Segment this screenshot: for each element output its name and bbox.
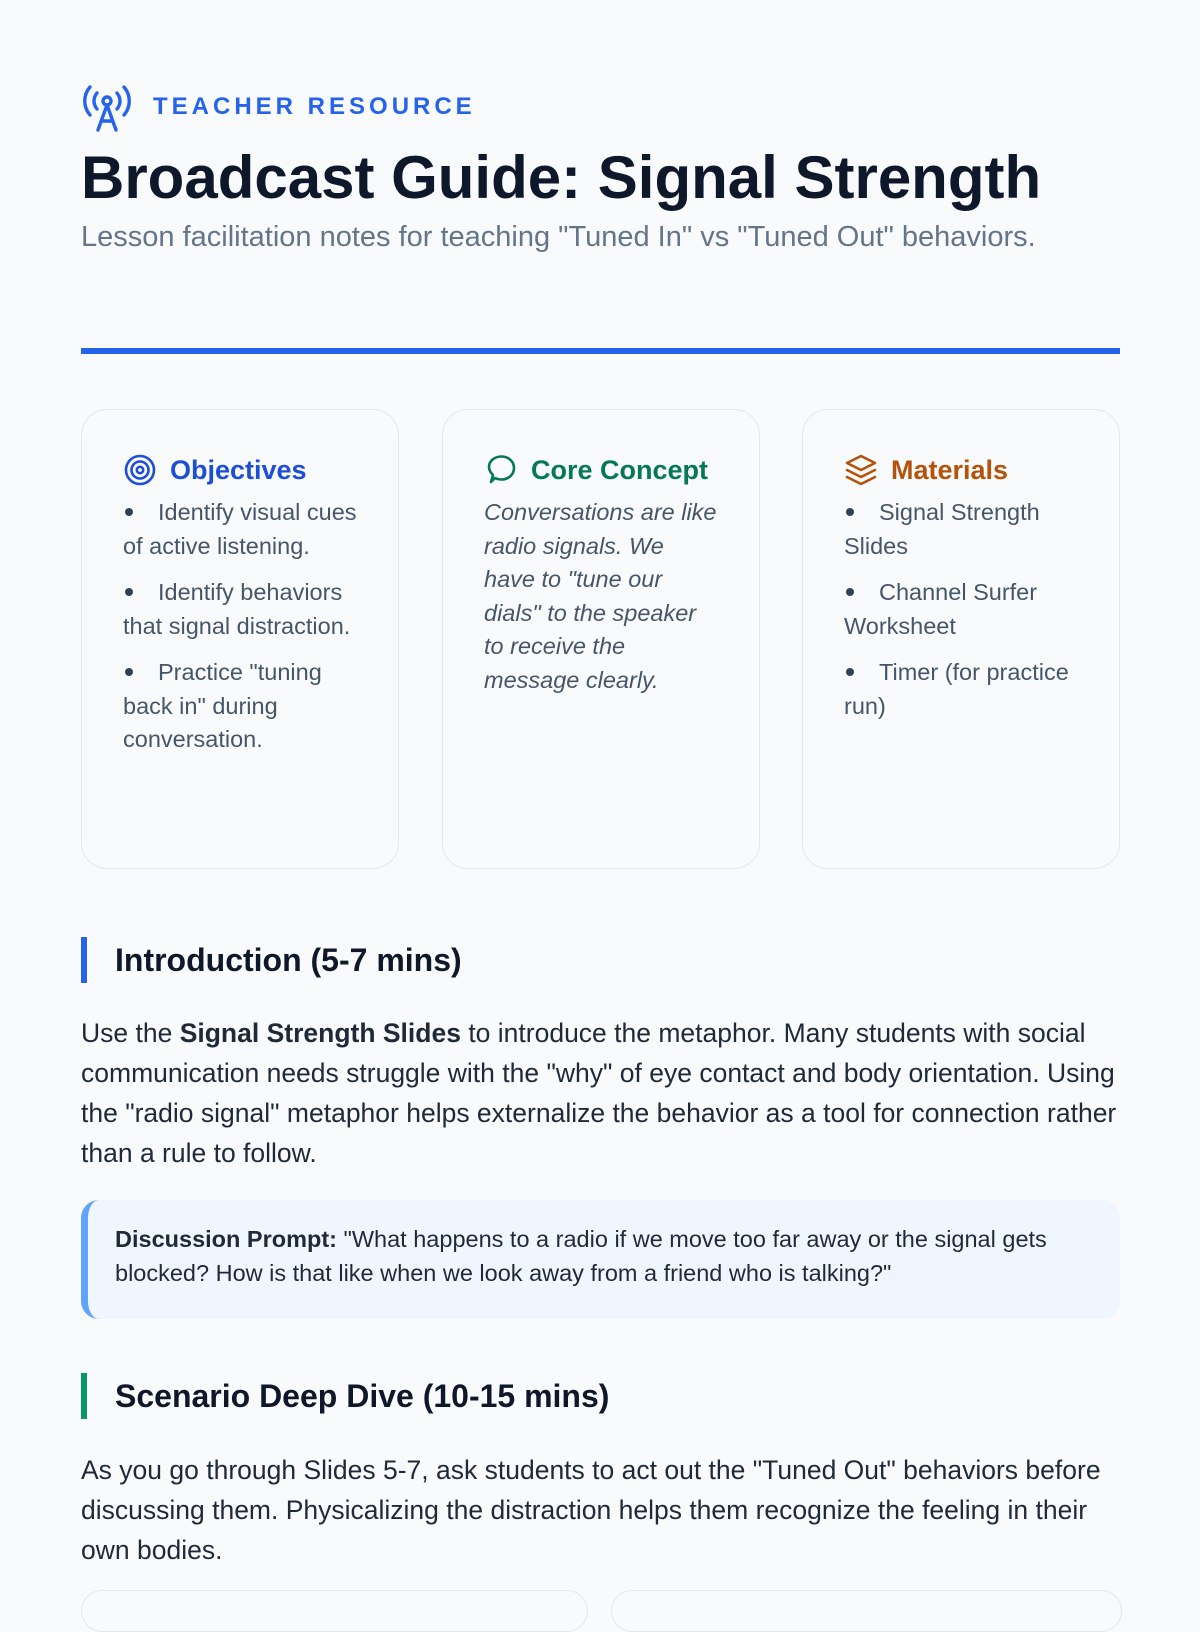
discussion-prompt-callout xyxy=(81,1200,1120,1319)
list-item: Identify visual cues of active listening. xyxy=(123,499,357,559)
list-item: Timer (for practice run) xyxy=(844,659,1069,719)
objectives-card xyxy=(81,409,399,869)
following-cards-peek xyxy=(81,1590,1120,1610)
discussion-prompt-text: "What happens to a radio if we move too far away or the signal gets blocked? How is that like when we look away from a friend who is talking?" xyxy=(115,1226,1047,1286)
speech-bubble-icon xyxy=(484,453,518,487)
introduction-paragraph: Use the Signal Strength Slides to introduce the metaphor. Many students with social communication needs struggle with the "why" of eye contact and body orientation. Using the "radio signal" metaphor helps externalize the behavior as a tool for connection rather than a rule to follow. xyxy=(81,1018,1117,1168)
antenna-icon xyxy=(81,81,133,133)
scenario-paragraph: As you go through Slides 5-7, ask students to act out the "Tuned Out" behaviors before discussing them. Physicalizing the distraction helps them recognize the feeling in their own bodies. xyxy=(81,1455,1101,1565)
eyebrow xyxy=(81,82,476,132)
list-item: Channel Surfer Worksheet xyxy=(844,579,1038,639)
materials-list xyxy=(844,496,1079,723)
layers-icon xyxy=(844,453,878,487)
section-accent-bar xyxy=(81,937,87,983)
page-title: Broadcast Guide: Signal Strength xyxy=(81,144,1042,211)
section-accent-bar xyxy=(81,1373,87,1419)
materials-header xyxy=(844,450,1079,490)
materials-title: Materials xyxy=(891,454,1009,485)
slides-reference: Signal Strength Slides xyxy=(179,1018,461,1048)
introduction-heading-block xyxy=(81,937,462,983)
card-peek xyxy=(611,1590,1122,1632)
core-concept-card xyxy=(442,409,760,869)
discussion-prompt-label: Discussion Prompt: xyxy=(115,1226,337,1252)
list-item: Identify behaviors that signal distraction. xyxy=(123,579,351,639)
objectives-header xyxy=(123,450,358,490)
list-item: Practice "tuning back in" during conversation. xyxy=(123,659,322,752)
header-divider xyxy=(81,348,1120,354)
card-peek xyxy=(81,1590,588,1632)
eyebrow-label: TEACHER RESOURCE xyxy=(153,93,476,120)
introduction-heading: Introduction (5-7 mins) xyxy=(115,941,462,978)
materials-card xyxy=(802,409,1120,869)
scenario-heading-block xyxy=(81,1373,609,1419)
core-concept-title: Core Concept xyxy=(531,454,709,485)
scenario-heading: Scenario Deep Dive (10-15 mins) xyxy=(115,1377,610,1414)
objectives-title: Objectives xyxy=(170,454,307,485)
core-concept-text: Conversations are like radio signals. We have to "tune our dials" to the speaker to receive the message clearly. xyxy=(484,499,717,693)
target-icon xyxy=(123,453,157,487)
list-item: Signal Strength Slides xyxy=(844,499,1040,559)
core-concept-header xyxy=(484,450,719,490)
page-subtitle: Lesson facilitation notes for teaching "Tuned In" vs "Tuned Out" behaviors. xyxy=(81,221,1036,253)
objectives-list xyxy=(123,496,358,757)
